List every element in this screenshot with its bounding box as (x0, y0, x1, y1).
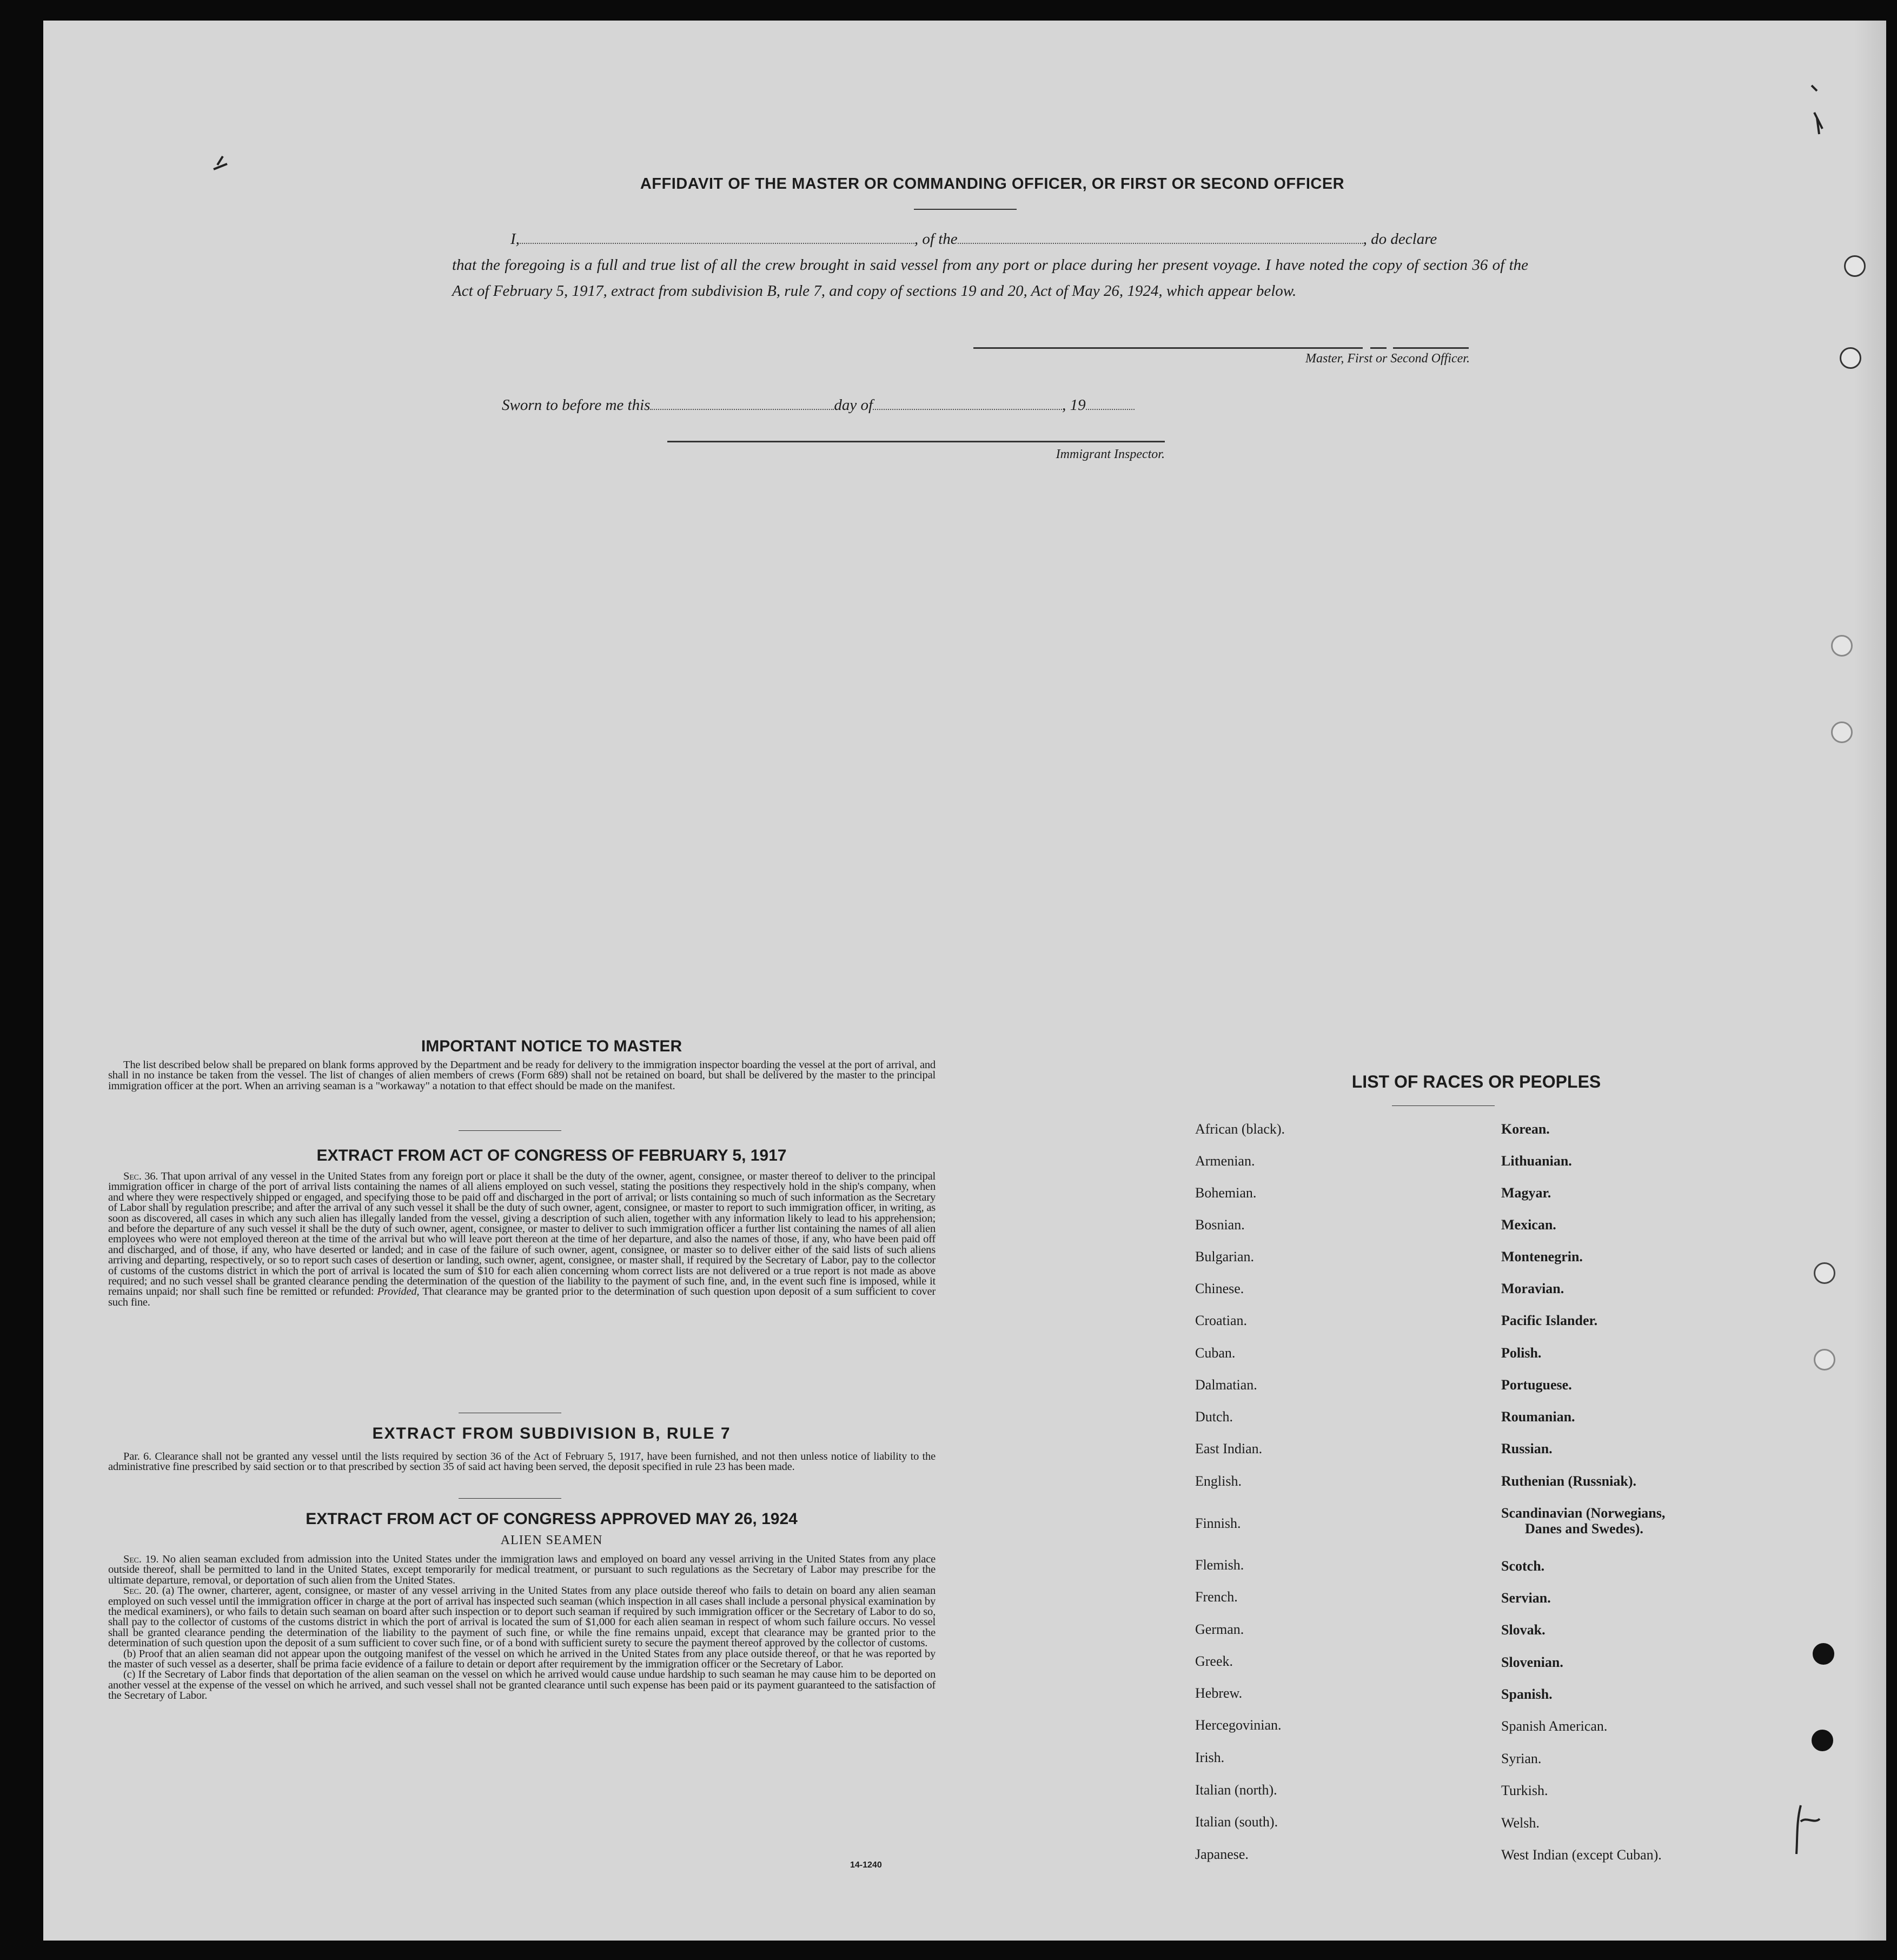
act-1917-title: EXTRACT FROM ACT OF CONGRESS OF FEBRUARY 5, 1917 (316, 1147, 787, 1164)
race-item: English. (1195, 1473, 1242, 1489)
binder-hole-1 (1844, 255, 1866, 277)
race-item: Ruthenian (Russniak). (1501, 1473, 1636, 1489)
sworn-day-of-label: day of (834, 396, 873, 414)
race-item: German. (1195, 1621, 1244, 1637)
race-item: Croatian. (1195, 1313, 1248, 1328)
race-item: Moravian. (1501, 1281, 1564, 1296)
sworn-month-field[interactable] (873, 409, 1062, 410)
inspector-signature-line[interactable] (667, 441, 1165, 442)
race-item: East Indian. (1195, 1441, 1263, 1456)
sec-19-text: No alien seaman excluded from admission into the United States under the immigration laws and employed on board any vessel arriving in the United States from any place outside thereof, shall be permitted to land in the United States, except temporarily for medical treatment, or pursuant to such regulations as the Secretary of Labor may prescribe for the ultimate departure, removal, or deportation of such alien from the United States. (108, 1553, 936, 1586)
act-1917-text (108, 1171, 936, 1308)
vessel-of-the-label: , of the (914, 230, 958, 248)
race-item: West Indian (except Cuban). (1501, 1847, 1662, 1863)
declarant-name-field[interactable] (520, 243, 914, 244)
binder-hole-6 (1814, 1349, 1835, 1370)
race-item: Flemish. (1195, 1557, 1244, 1573)
sworn-date-field[interactable] (650, 409, 834, 410)
inspector-signature-caption: Immigrant Inspector. (1056, 447, 1165, 461)
races-title-rule (1392, 1105, 1495, 1106)
race-item: Finnish. (1195, 1515, 1241, 1531)
binder-hole-5 (1814, 1262, 1835, 1284)
race-item: Bohemian. (1195, 1185, 1257, 1201)
binder-hole-2 (1840, 347, 1861, 369)
notice-divider (459, 1130, 561, 1131)
notice-title: IMPORTANT NOTICE TO MASTER (421, 1037, 682, 1055)
sec-20b-text: (b) Proof that an alien seaman did not appear upon the outgoing manifest of the vessel on which he arrived in the United States from any place outside thereof, or that he was reported by the master of such vessel as a deserter, shall be prima facie evidence of a failure to detain or deport after requirement by the immigration officer or the Secretary of Labor. (108, 1647, 936, 1671)
sec-20a-text: (a) The owner, charterer, agent, consignee, or master of any vessel arriving in the United States from any place outside thereof who fails to detain on board any alien seaman employed on such vessel until the immigration officer in charge at the port of arrival has inspected such seaman (which inspection in all cases shall include a personal physical examination by the medical examiners), or who fails to detain such seaman on board after such inspection or to deport such seaman if required by such immigration officer or the Secretary of Labor to do so, shall pay to the collector of customs of the customs district in which the port of arrival is located the sum of $1,000 for each alien seaman in respect of whom such failure occurs. No vessel shall be granted clearance pending the determination of the liability to the payment of such fine, or while the fine remains unpaid, except that clearance may be granted prior to the determination of such question upon the deposit of a sum sufficient to cover such fine, or of a bond with sufficient surety to secure the payment thereof approved by the collector of customs. (108, 1585, 936, 1650)
race-item: Italian (south). (1195, 1814, 1278, 1830)
master-signature-line-dash (1370, 347, 1387, 349)
race-item: Dalmatian. (1195, 1377, 1257, 1393)
notice-paragraph: The list described below shall be prepared on blank forms approved by the Department and be ready for delivery to the immigration inspector boarding the vessel at the port of arrival, and shall in no instance be taken from the vessel. The list of changes of alien members of crews (Form 689) shall not be retained on board, but shall be delivered by the master to the principal immigration officer at the port. When an arriving seaman is a "workaway" a notation to that effect should be made on the manifest. (108, 1059, 936, 1092)
race-item: Welsh. (1501, 1815, 1540, 1831)
binder-hole-3 (1831, 635, 1853, 657)
rule-7-divider (459, 1498, 561, 1499)
notice-text (108, 1060, 936, 1091)
race-item: Scotch. (1501, 1558, 1545, 1574)
race-item: Italian (north). (1195, 1782, 1277, 1798)
affidavit-title-rule (914, 209, 1017, 210)
race-item: Lithuanian. (1501, 1153, 1572, 1169)
pen-mark-icon (211, 153, 233, 175)
race-item: Greek. (1195, 1653, 1233, 1669)
rule-7-text (108, 1452, 936, 1473)
corner-mark-icon (1801, 80, 1833, 140)
race-item: Armenian. (1195, 1153, 1255, 1169)
affidavit-body: that the foregoing is a full and true list of all the crew brought in said vessel from any port or place during her present voyage. I have noted the copy of section 36 of the Act of February 5, 1917, extract from subdivision B, rule 7, and copy of sections 19 and 20, Act of May 26, 1924, which appear below. (452, 256, 1528, 300)
act-1924-text (108, 1554, 936, 1701)
affidavit-title: AFFIDAVIT OF THE MASTER OR COMMANDING OFFICER, OR FIRST OR SECOND OFFICER (640, 175, 1345, 193)
race-item: Japanese. (1195, 1846, 1249, 1862)
sworn-line (502, 396, 1205, 414)
do-declare-label: , do declare (1363, 230, 1437, 248)
race-item: Dutch. (1195, 1409, 1233, 1425)
race-item: Bosnian. (1195, 1217, 1245, 1233)
race-item: Chinese. (1195, 1281, 1244, 1296)
race-item: Irish. (1195, 1750, 1225, 1765)
race-item: Magyar. (1501, 1185, 1551, 1201)
affidavit-statement (452, 226, 1528, 304)
master-signature-line-end (1393, 347, 1469, 349)
race-item: Hercegovinian. (1195, 1717, 1282, 1733)
binder-hole-7 (1813, 1643, 1834, 1665)
declarant-i-label: I, (510, 230, 520, 248)
provided-label: Provided, (377, 1286, 420, 1298)
races-title: LIST OF RACES OR PEOPLES (1351, 1072, 1601, 1091)
race-item: Montenegrin. (1501, 1249, 1583, 1264)
race-item: Slovak. (1501, 1622, 1546, 1638)
act-1924-title: EXTRACT FROM ACT OF CONGRESS APPROVED MAY 26, 1924 (306, 1510, 798, 1528)
binder-hole-8 (1812, 1730, 1833, 1751)
race-item: Mexican. (1501, 1217, 1556, 1233)
handwritten-check-icon (1790, 1800, 1828, 1859)
master-signature-line[interactable] (973, 347, 1363, 349)
declarant-line (452, 226, 1528, 252)
sec-36-label: Sec. 36. (123, 1170, 158, 1182)
sec-36-text: That upon arrival of any vessel in the United States from any foreign port or place it shall be the duty of the owner, agent, consignee, or master thereof to deliver to the principal immigration officer in charge of the port of arrival lists containing the names of all aliens employed on such vessel, stating the positions they respectively hold in the ship's company, when and where they were respectively shipped or engaged, and specifying those to be paid off and discharged in the port of arrival; or lists containing so much of such information as the Secretary of Labor shall by regulation prescribe; and after the arrival of any such vessel it shall be the duty of such owner, agent, consignee, or master to report to such immigration officer, in writing, as soon as discovered, all cases in which any such alien has illegally landed from the vessel, giving a description of such alien, together with any information likely to lead to his apprehension; and before the departure of any such vessel it shall be the duty of such owner, agent, consignee, or master to deliver to such immigration officer a further list containing the names of all alien employees who were not employed thereon at the time of the arrival but who will leave port thereon at the time of her departure, and also the names of those, if any, who have been paid off and discharged, and of those, if any, who have deserted or landed; and in case of the failure of such owner, agent, consignee, or master so to deliver either of the said lists of such aliens arriving and departing, respectively, or so to report such cases of desertion or landing, such owner, agent, consignee, or master shall, if required by the Secretary of Labor, pay to the collector of customs of the customs district in which the port of arrival is located the sum of $10 for each alien concerning whom correct lists are not delivered or a true report is not made as above required; and no such vessel shall be granted clearance pending the determination of the question of the liability to the payment of such fine, and, in the event such fine is imposed, while it remains unpaid; nor shall such fine be remitted or refunded: (108, 1170, 936, 1298)
race-item: Cuban. (1195, 1345, 1236, 1361)
race-item: Russian. (1501, 1441, 1553, 1456)
race-item: French. (1195, 1589, 1238, 1605)
race-item: Danes and Swedes). (1525, 1521, 1643, 1537)
race-item: Turkish. (1501, 1783, 1548, 1798)
race-item: Slovenian. (1501, 1654, 1563, 1670)
race-item: Korean. (1501, 1121, 1550, 1137)
race-item: Portuguese. (1501, 1377, 1572, 1393)
race-item: Bulgarian. (1195, 1249, 1255, 1264)
race-item: Scandinavian (Norwegians, (1501, 1505, 1666, 1521)
race-item: Hebrew. (1195, 1685, 1243, 1701)
race-item: Servian. (1501, 1590, 1551, 1606)
race-item: Spanish. (1501, 1686, 1553, 1702)
sworn-year-field[interactable] (1086, 409, 1135, 410)
sworn-year-prefix: , 19 (1062, 396, 1086, 414)
master-signature-caption: Master, First or Second Officer. (1305, 352, 1470, 366)
sec-20-label: Sec. 20. (123, 1585, 159, 1597)
alien-seamen-subtitle: ALIEN SEAMEN (500, 1533, 603, 1547)
document-page (43, 21, 1886, 1941)
page-edge-shadow (1854, 21, 1886, 1941)
binder-hole-4 (1831, 721, 1853, 743)
rule-7-paragraph: Par. 6. Clearance shall not be granted any vessel until the lists required by section 36 of the Act of February 5, 1917, have been furnished, and not then unless notice of liability to the administrative fine prescribed by said section or to that prescribed by section 35 of said act having been served, the deposit specified in rule 23 has been made. (108, 1451, 936, 1473)
vessel-name-field[interactable] (958, 243, 1363, 244)
race-item: Syrian. (1501, 1751, 1542, 1766)
race-item: Pacific Islander. (1501, 1313, 1598, 1328)
form-number: 14-1240 (850, 1860, 882, 1870)
provided-text: That clearance may be granted prior to the determination of such question upon deposit of a sum sufficient to cover such fine. (108, 1286, 936, 1308)
race-item: African (black). (1195, 1121, 1285, 1137)
race-item: Roumanian. (1501, 1409, 1575, 1425)
race-item: Spanish American. (1501, 1718, 1608, 1734)
sworn-prefix: Sworn to before me this (502, 396, 651, 414)
sec-20c-text: (c) If the Secretary of Labor finds that deportation of the alien seaman on the vessel on which he arrived would cause undue hardship to such seaman he may cause him to be deported on another vessel at the expense of the vessel on which he arrived, and such vessel shall not be granted clearance until such expense has been paid or its payment guaranteed to the satisfaction of the Secretary of Labor. (108, 1668, 936, 1702)
rule-7-title: EXTRACT FROM SUBDIVISION B, RULE 7 (372, 1425, 731, 1442)
race-item: Polish. (1501, 1345, 1542, 1361)
sec-19-label: Sec. 19. (123, 1553, 159, 1565)
